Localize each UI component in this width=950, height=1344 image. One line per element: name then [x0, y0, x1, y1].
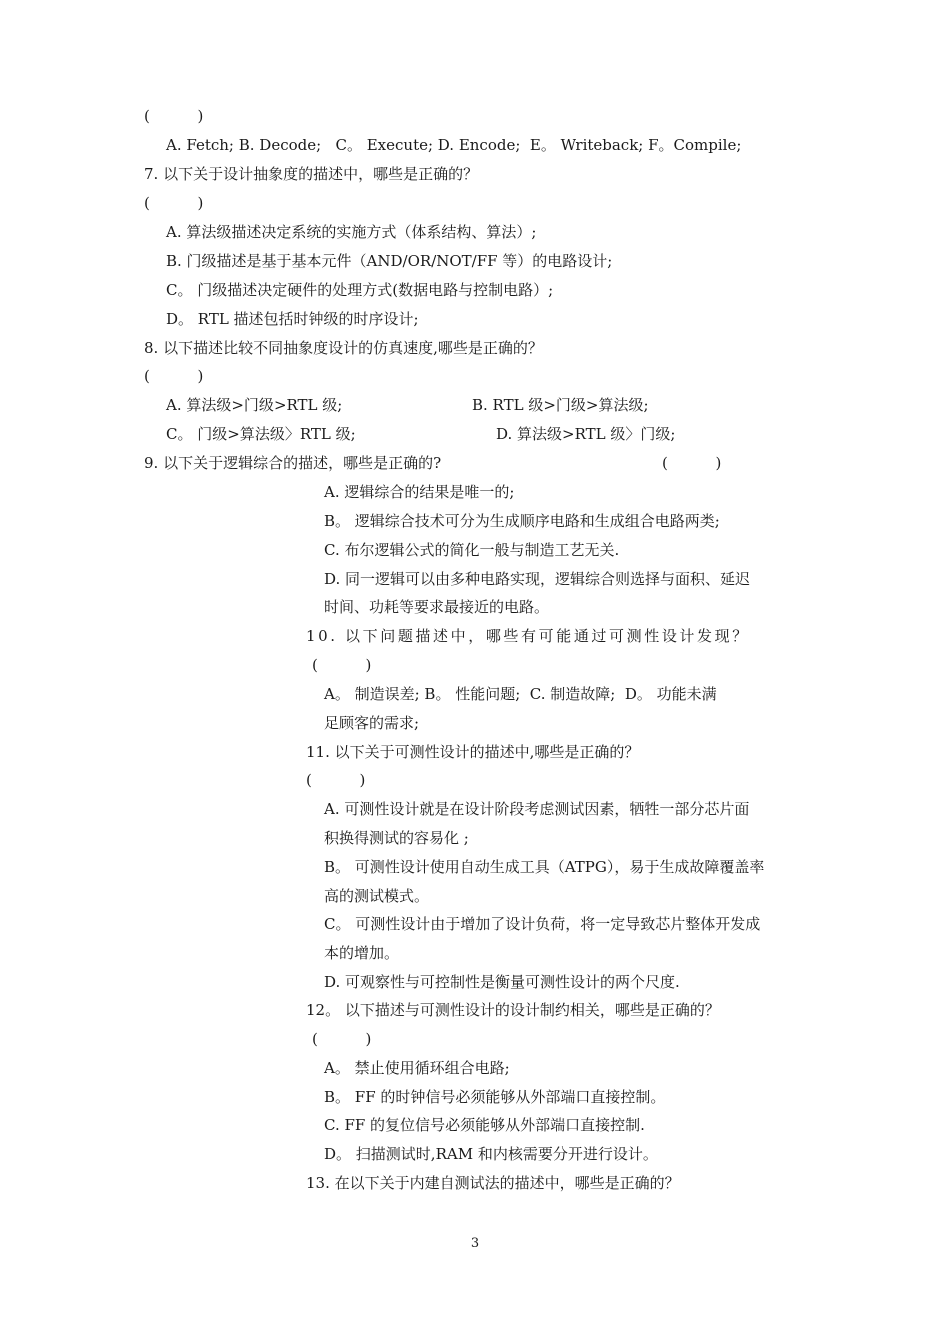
question-8: 8. 以下描述比较不同抽象度设计的仿真速度,哪些是正确的？ — [144, 339, 543, 357]
option-line: C。 门级>算法级〉RTL 级; — [166, 425, 356, 443]
question-10: 10. 以下问题描述中，哪些有可能通过可测性设计发现？ — [306, 627, 750, 645]
option-line: A. 算法级描述决定系统的实施方式（体系结构、算法）; — [166, 223, 537, 241]
option-line: C。 门级描述决定硬件的处理方式(数据电路与控制电路）; — [166, 281, 554, 299]
answer-blank: ( ) — [312, 656, 372, 674]
question-11: 11. 以下关于可测性设计的描述中,哪些是正确的？ — [306, 743, 640, 761]
option-line: C。 可测性设计由于增加了设计负荷，将一定导致芯片整体开发成 — [324, 915, 761, 933]
option-line: D。 扫描测试时,RAM 和内核需要分开进行设计。 — [324, 1145, 658, 1163]
question-7: 7. 以下关于设计抽象度的描述中，哪些是正确的？ — [144, 165, 479, 183]
question-9: 9. 以下关于逻辑综合的描述，哪些是正确的? — [144, 454, 442, 472]
question-12: 12。 以下描述与可测性设计的设计制约相关，哪些是正确的？ — [306, 1001, 720, 1019]
option-line: D. 算法级>RTL 级〉门级; — [496, 425, 676, 443]
option-line: 时间、功耗等要求最接近的电路。 — [324, 598, 550, 616]
option-line: A. 算法级>门级>RTL 级; — [166, 396, 343, 414]
answer-blank: ( ) — [144, 367, 204, 385]
option-line: 高的测试模式。 — [324, 887, 430, 905]
page-number: 3 — [470, 1236, 480, 1251]
option-line: 足顾客的需求; — [324, 714, 420, 732]
question-13: 13. 在以下关于内建自测试法的描述中，哪些是正确的？ — [306, 1174, 680, 1192]
answer-blank: ( ) — [144, 194, 204, 212]
option-line: A。 制造误差; B。 性能问题; C. 制造故障; D。 功能未满 — [324, 685, 717, 703]
answer-blank: ( ) — [306, 771, 366, 789]
option-line: A。 禁止使用循环组合电路; — [324, 1059, 510, 1077]
option-line: C. FF 的复位信号必须能够从外部端口直接控制. — [324, 1116, 645, 1134]
option-line: C. 布尔逻辑公式的简化一般与制造工艺无关. — [324, 541, 620, 559]
option-line: 积换得测试的容易化 ; — [324, 829, 469, 847]
option-line: 本的增加。 — [324, 944, 400, 962]
option-line: A. Fetch; B. Decode; C。 Execute; D. Encode; E。 Writeback; F。Compile; — [166, 136, 742, 154]
option-line: D. 同一逻辑可以由多种电路实现，逻辑综合则选择与面积、延迟 — [324, 570, 751, 588]
option-line: A. 可测性设计就是在设计阶段考虑测试因素，牺牲一部分芯片面 — [324, 800, 750, 818]
answer-blank: ( ) — [312, 1030, 372, 1048]
answer-blank: ( ) — [144, 107, 204, 125]
option-line: D. 可观察性与可控制性是衡量可测性设计的两个尺度. — [324, 973, 680, 991]
option-line: B。 逻辑综合技术可分为生成顺序电路和生成组合电路两类; — [324, 512, 720, 530]
option-line: B. RTL 级>门级>算法级; — [472, 396, 649, 414]
option-line: B。 FF 的时钟信号必须能够从外部端口直接控制。 — [324, 1088, 666, 1106]
option-line: A. 逻辑综合的结果是唯一的; — [324, 483, 515, 501]
option-line: D。 RTL 描述包括时钟级的时序设计; — [166, 310, 419, 328]
answer-blank: ( ) — [662, 454, 722, 472]
option-line: B。 可测性设计使用自动生成工具（ATPG），易于生成故障覆盖率 — [324, 858, 765, 876]
option-line: B. 门级描述是基于基本元件（AND/OR/NOT/FF 等）的电路设计; — [166, 252, 613, 270]
